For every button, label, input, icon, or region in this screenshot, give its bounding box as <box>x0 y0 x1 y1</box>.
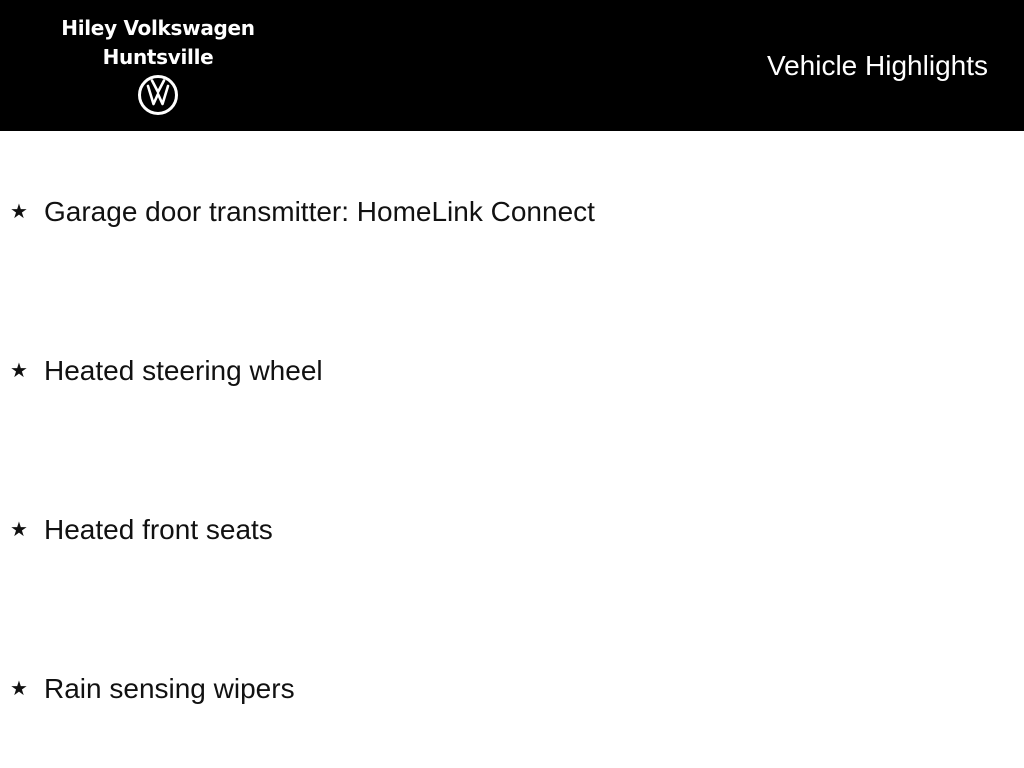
dealer-name: Hiley Volkswagen <box>61 16 255 40</box>
highlight-item <box>10 669 295 709</box>
star-icon: ★ <box>10 678 28 700</box>
highlight-item <box>10 510 273 550</box>
vehicle-highlights-list <box>0 131 1024 768</box>
vw-logo-icon <box>137 74 179 116</box>
highlight-item <box>10 192 595 232</box>
highlight-label: Garage door transmitter: HomeLink Connect <box>44 196 595 227</box>
star-icon: ★ <box>10 360 28 382</box>
page-header <box>0 0 1024 131</box>
highlight-label: Heated front seats <box>44 514 273 545</box>
star-icon: ★ <box>10 201 28 223</box>
highlight-label: Rain sensing wipers <box>44 673 295 704</box>
dealer-brand <box>58 14 258 116</box>
star-icon: ★ <box>10 519 28 541</box>
highlight-label: Heated steering wheel <box>44 355 323 386</box>
page-title: Vehicle Highlights <box>766 50 988 81</box>
dealer-location: Huntsville <box>102 45 214 69</box>
highlight-item <box>10 351 323 391</box>
